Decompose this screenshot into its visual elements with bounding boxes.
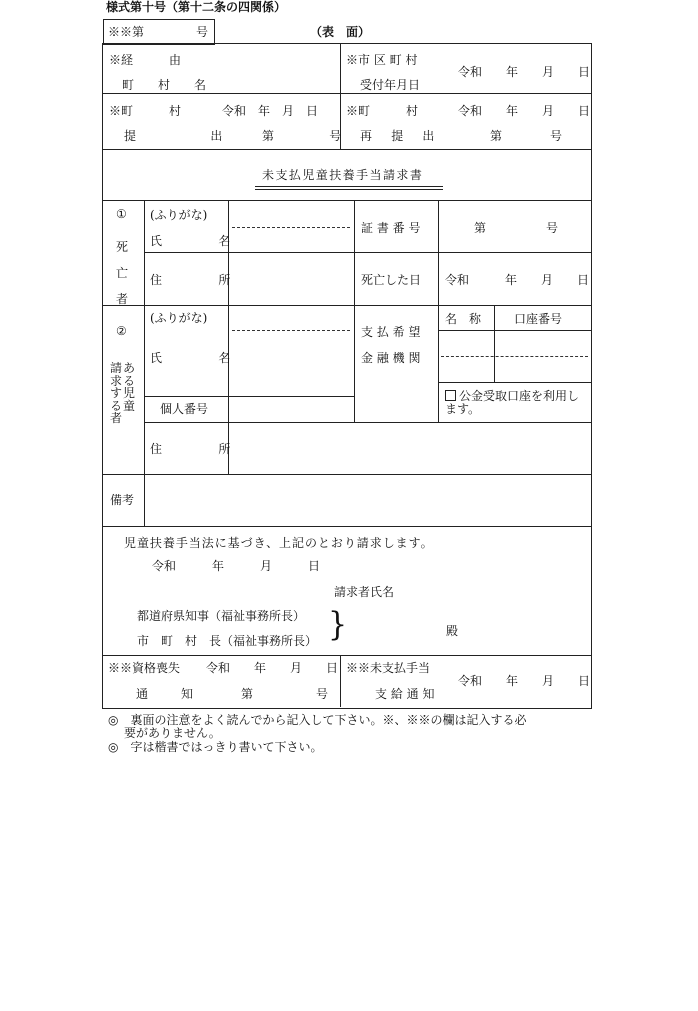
submit-number: 第 号 <box>262 129 347 143</box>
resubmit-label: 再 提 出 <box>360 129 439 143</box>
claimant-address-label: 住 所 <box>150 442 242 456</box>
honorific: 殿 <box>446 624 459 638</box>
town-date: 令和 年 月 日 <box>222 104 319 118</box>
death-label: 死亡した日 <box>361 273 422 287</box>
town2-date: 令和 年 月 日 <box>458 104 591 118</box>
loss-label-2: 通 知 第 号 <box>136 687 332 701</box>
deceased-vertical-label: 死亡者 <box>115 240 128 306</box>
deceased-furigana-label: (ふりがな) <box>150 208 208 222</box>
remarks-label: 備考 <box>110 493 135 507</box>
addressee-municipality: 市 町 村 長（福祉事務所長） <box>137 634 318 648</box>
deceased-address-label: 住 所 <box>150 273 242 287</box>
city-date: 令和 年 月 日 <box>458 65 591 79</box>
document-title: 未支払児童扶養手当請求書 <box>262 168 424 182</box>
city-label-2: 受付年月日 <box>360 78 421 92</box>
death-date: 令和 年 月 日 <box>445 273 590 287</box>
submit-label: 提 出 <box>124 129 240 143</box>
unpaid-date: 令和 年 月 日 <box>458 674 591 688</box>
loss-label-1: ※※資格喪失 <box>108 661 181 675</box>
public-account-option[interactable] <box>445 390 587 416</box>
brace: } <box>328 605 348 644</box>
note-1-continued: 要がありません。 <box>124 726 221 740</box>
town-label-1: ※町 村 <box>109 104 182 118</box>
addressee-prefecture: 都道府県知事（福祉事務所長） <box>137 609 306 623</box>
office-number-suffix: 号 <box>196 25 209 39</box>
personal-number-label: 個人番号 <box>160 402 209 416</box>
note-1: ◎ 裏面の注意をよく読んでから記入して下さい。※、※※の欄は記入する必 <box>108 713 527 727</box>
declaration-date: 令和 年 月 日 <box>152 559 321 573</box>
claimant-furigana-label: (ふりがな) <box>150 311 208 325</box>
loss-date: 令和 年 月 日 <box>206 661 339 675</box>
note-2: ◎ 字は楷書ではっきり書いて下さい。 <box>108 740 323 754</box>
side-indicator: （表 面） <box>310 25 371 39</box>
unpaid-label-2: 支 給 通 知 <box>375 687 435 701</box>
claimant-vertical-label: 請求する者 <box>109 361 122 426</box>
deceased-name-label: 氏 名 <box>150 234 242 248</box>
bank-name-header: 名 称 <box>445 312 482 326</box>
declaration-statement: 児童扶養手当法に基づき、上記のとおり請求します。 <box>124 536 434 550</box>
city-label-1: ※市 区 町 村 <box>346 53 418 67</box>
claimant-number: ② <box>116 324 127 338</box>
via-label-2: 町 村 名 <box>122 78 213 92</box>
office-number-label: ※※第 <box>108 25 145 39</box>
resubmit-number: 第 号 <box>490 129 563 143</box>
deceased-number: ① <box>116 207 127 221</box>
town2-label-1: ※町 村 <box>346 104 419 118</box>
public-account-checkbox[interactable] <box>445 390 456 401</box>
claimant-name-label: 氏 名 <box>150 351 242 365</box>
claimant-name-label-2: 請求者氏名 <box>334 585 395 599</box>
unpaid-label-1: ※※未支払手当 <box>346 661 431 675</box>
bank-label-1: 支 払 希 望 <box>361 325 421 339</box>
form-title: 様式第十号（第十二条の四関係） <box>106 0 287 14</box>
account-number-header: 口座番号 <box>514 312 563 326</box>
bank-label-2: 金 融 機 関 <box>361 351 421 365</box>
claimant-vertical-label-2: あ る 児 童 <box>122 361 135 413</box>
cert-label: 証 書 番 号 <box>361 221 421 235</box>
public-account-text: 公金受取口座を利用します。 <box>445 389 580 416</box>
cert-value: 第 号 <box>474 221 559 235</box>
via-label-1: ※経 由 <box>109 53 182 67</box>
